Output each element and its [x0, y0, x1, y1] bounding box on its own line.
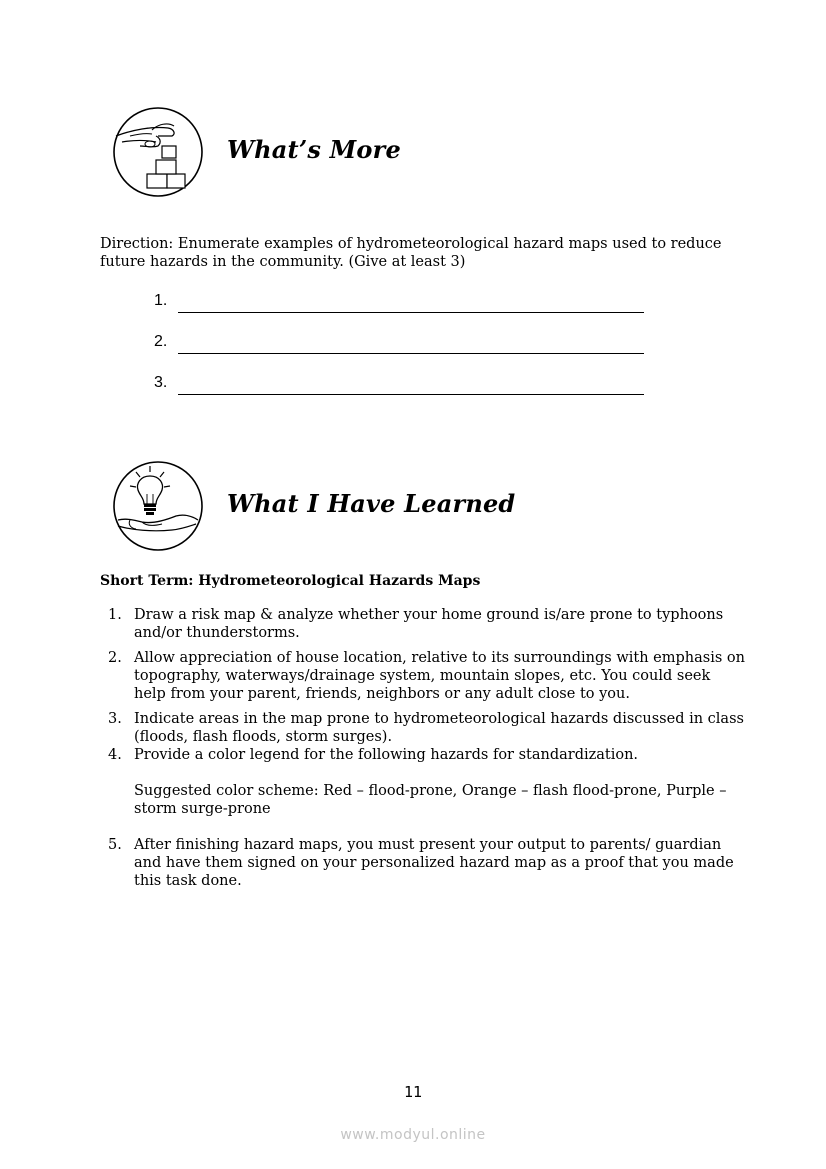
- answer-blank: [178, 394, 644, 395]
- step-text: Draw a risk map & analyze whether your home ground is/are prone to typhoons and/or thunderstorms.: [134, 607, 724, 641]
- list-item: [100, 836, 745, 890]
- steps-list: [100, 606, 745, 897]
- list-item: [100, 606, 745, 642]
- answer-number: 3.: [154, 374, 168, 391]
- step-number: 2.: [108, 650, 122, 666]
- step-text: Allow appreciation of house location, relative to its surroundings with emphasis on topography, waterways/drainage system, mountain slopes, etc. You could seek help from your parent, friends, neighbors or any adult close to you.: [134, 650, 745, 702]
- answer-line-1[interactable]: [154, 292, 644, 314]
- page-number: 11: [403, 1083, 423, 1101]
- answer-number: 2.: [154, 333, 168, 350]
- answer-line-3[interactable]: [154, 374, 644, 396]
- color-scheme-text: Suggested color scheme: Red – flood-prone, Orange – flash flood-prone, Purple – storm surge-prone: [134, 783, 727, 817]
- step-number: 1.: [108, 607, 122, 623]
- step-number: 3.: [108, 711, 122, 727]
- step-text: Provide a color legend for the following hazards for standardization.: [134, 747, 639, 763]
- direction-text: Direction: Enumerate examples of hydrometeorological hazard maps used to reduce future hazards in the community. (Give at least 3): [100, 236, 722, 270]
- watermark: www.modyul.online: [340, 1127, 486, 1143]
- what-i-have-learned-title: What I Have Learned: [227, 489, 516, 518]
- step-text: Indicate areas in the map prone to hydrometeorological hazards discussed in class (floods, flash floods, storm surges).: [134, 711, 744, 745]
- whats-more-title: What’s More: [227, 135, 401, 164]
- answer-blank: [178, 353, 644, 354]
- step-number: 5.: [108, 837, 122, 853]
- step-number: 4.: [108, 747, 122, 763]
- step-text: After finishing hazard maps, you must present your output to parents/ guardian and have them signed on your personalized hazard map as a proof that you made this task done.: [134, 837, 734, 889]
- lightbulb-in-hand-icon: [112, 460, 204, 552]
- list-item: [100, 710, 745, 746]
- short-term-subheading: Short Term: Hydrometeorological Hazards Maps: [100, 573, 481, 589]
- answer-line-2[interactable]: [154, 333, 644, 355]
- hand-stacking-blocks-icon: [112, 106, 204, 198]
- list-item: [100, 746, 745, 764]
- list-item: [100, 649, 745, 703]
- answer-number: 1.: [154, 292, 168, 309]
- answer-blank: [178, 312, 644, 313]
